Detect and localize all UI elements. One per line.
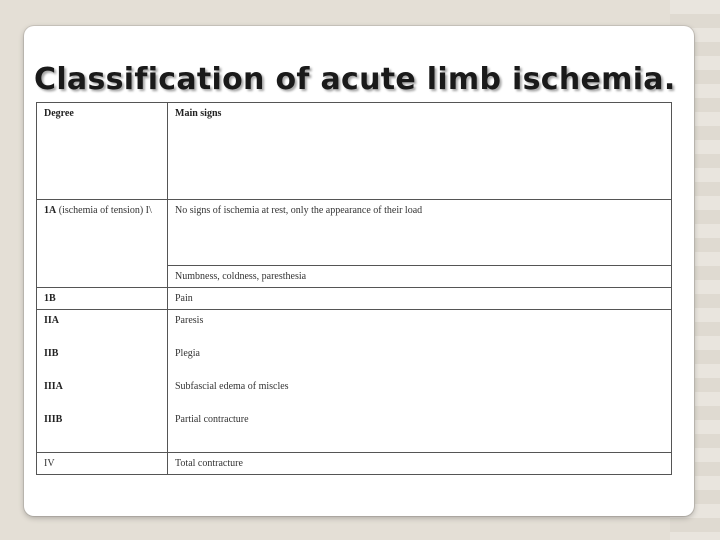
sign-cell: No signs of ischemia at rest, only the appearance of their load <box>168 200 672 266</box>
degree-code: 1A <box>44 205 57 216</box>
degree-item: IIIB <box>44 414 63 425</box>
header-degree: Degree <box>37 103 168 200</box>
table-header-row <box>37 103 672 200</box>
sign-cell: Total contracture <box>168 453 672 475</box>
degree-cell: 1B <box>37 288 168 310</box>
degree-cell-1a <box>37 200 168 288</box>
degree-group-cell <box>37 310 168 453</box>
degree-item: IIIA <box>44 381 63 392</box>
table-row <box>37 310 672 453</box>
degree-note: (ischemia of tension) I\ <box>58 205 152 216</box>
degree-cell: IV <box>37 453 168 475</box>
table-row <box>37 453 672 475</box>
degree-item: IIB <box>44 348 59 359</box>
degree-item: IIA <box>44 315 60 326</box>
sign-group-cell <box>168 310 672 453</box>
sign-cell: Numbness, coldness, paresthesia <box>168 266 672 288</box>
sign-item: Partial contracture <box>175 414 249 425</box>
header-main-signs: Main signs <box>168 103 672 200</box>
table-row <box>37 200 672 266</box>
sign-item: Paresis <box>175 315 204 326</box>
sign-item: Plegia <box>175 348 200 359</box>
slide-title: Classification of acute limb ischemia. <box>34 62 676 97</box>
classification-table <box>36 102 672 475</box>
sign-item: Subfascial edema of miscles <box>175 381 289 392</box>
sign-cell: Pain <box>168 288 672 310</box>
table-row <box>37 288 672 310</box>
